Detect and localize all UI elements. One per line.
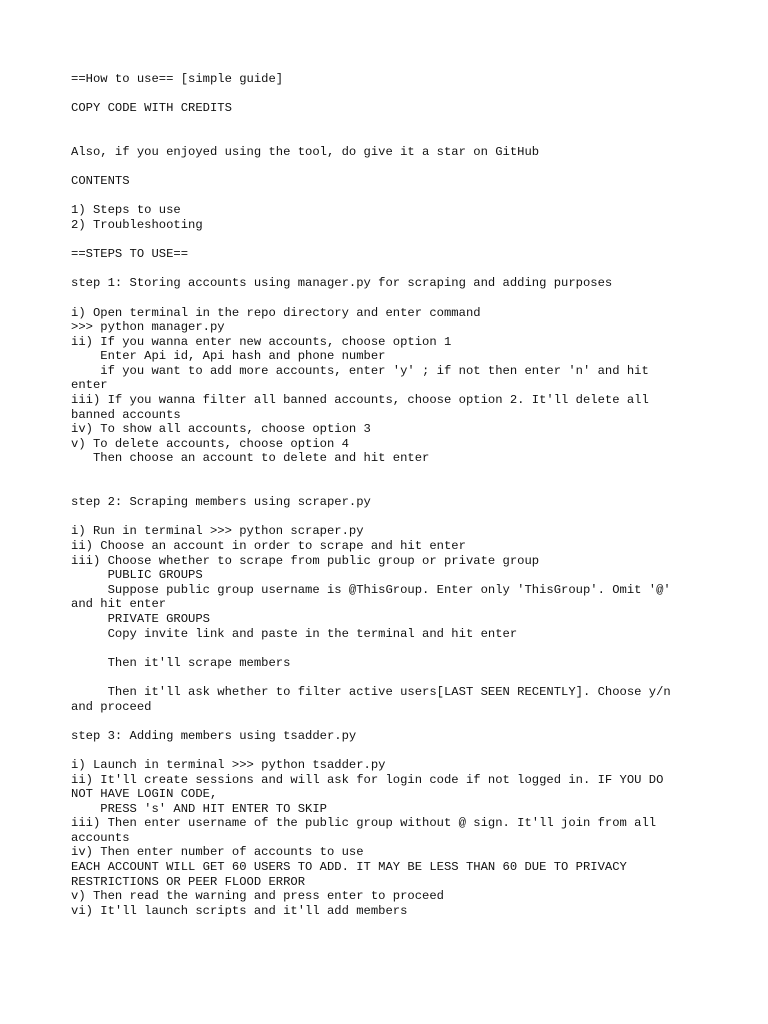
document-line — [71, 641, 701, 656]
document-line — [71, 160, 701, 175]
document-line: PRIVATE GROUPS — [71, 611, 210, 626]
document-line: Then choose an account to delete and hit enter — [71, 451, 430, 466]
document-line — [71, 189, 701, 204]
document-line: RESTRICTIONS OR PEER FLOOD ERROR — [71, 874, 306, 889]
document-line: and hit enter — [71, 597, 167, 612]
document-line: 1) Steps to use — [71, 203, 181, 218]
document-line: iii) Choose whether to scrape from public group or private group — [71, 553, 540, 568]
document-line: PRESS 's' AND HIT ENTER TO SKIP — [71, 801, 327, 816]
document-line — [71, 743, 701, 758]
document-line — [71, 510, 701, 525]
document-line: accounts — [71, 830, 130, 845]
document-line — [71, 87, 701, 102]
document-line: Then it'll ask whether to filter active users[LAST SEEN RECENTLY]. Choose y/n — [71, 684, 671, 699]
document-line — [71, 262, 701, 277]
document-line — [71, 291, 701, 306]
document-line — [71, 670, 701, 685]
document-line: step 1: Storing accounts using manager.py for scraping and adding purposes — [71, 276, 613, 291]
document-line: step 2: Scraping members using scraper.py — [71, 495, 371, 510]
document-line: ii) Choose an account in order to scrape and hit enter — [71, 539, 466, 553]
document-line: i) Launch in terminal >>> python tsadder.py — [71, 757, 386, 772]
document-line: Then it'll scrape members — [71, 655, 291, 670]
document-body — [71, 72, 701, 918]
document-line: v) To delete accounts, choose option 4 — [71, 436, 349, 451]
document-line: EACH ACCOUNT WILL GET 60 USERS TO ADD. IT MAY BE LESS THAN 60 DUE TO PRIVACY — [71, 860, 627, 875]
document-line: iii) Then enter username of the public group without @ sign. It'll join from all — [71, 816, 657, 831]
document-line: PUBLIC GROUPS — [71, 568, 203, 583]
document-line: iii) If you wanna filter all banned accounts, choose option 2. It'll delete all — [71, 393, 649, 408]
document-line: 2) Troubleshooting — [71, 217, 203, 232]
document-line: ii) It'll create sessions and will ask for login code if not logged in. IF YOU DO — [71, 772, 664, 787]
document-line: ii) If you wanna enter new accounts, choose option 1 — [71, 334, 452, 349]
document-line: >>> python manager.py — [71, 320, 225, 335]
document-line: Copy invite link and paste in the terminal and hit enter — [71, 626, 518, 641]
document-line: Enter Api id, Api hash and phone number — [71, 349, 386, 364]
document-line — [71, 233, 701, 248]
document-line — [71, 481, 701, 496]
document-line: step 3: Adding members using tsadder.py — [71, 728, 357, 743]
document-line: iv) Then enter number of accounts to use — [71, 845, 364, 860]
document-line: COPY CODE WITH CREDITS — [71, 101, 232, 116]
document-line — [71, 466, 701, 481]
document-line: if you want to add more accounts, enter 'y' ; if not then enter 'n' and hit — [71, 363, 649, 378]
document-line: Suppose public group username is @ThisGroup. Enter only 'ThisGroup'. Omit '@' — [71, 582, 671, 597]
document-line: ==STEPS TO USE== — [71, 247, 189, 262]
document-line: i) Open terminal in the repo directory and enter command — [71, 305, 481, 320]
document-line — [71, 116, 701, 131]
document-line: i) Run in terminal >>> python scraper.py — [71, 524, 364, 539]
document-line: enter — [71, 378, 108, 393]
document-line — [71, 130, 701, 145]
document-line: banned accounts — [71, 407, 181, 422]
document-line — [71, 714, 701, 729]
document-line: ==How to use== [simple guide] — [71, 72, 284, 86]
document-line: CONTENTS — [71, 174, 130, 189]
document-line: and proceed — [71, 699, 152, 714]
document-line: NOT HAVE LOGIN CODE, — [71, 787, 218, 802]
document-line: Also, if you enjoyed using the tool, do give it a star on GitHub — [71, 144, 540, 159]
document-line: vi) It'll launch scripts and it'll add members — [71, 903, 408, 918]
document-line: v) Then read the warning and press enter to proceed — [71, 889, 444, 904]
document-line: iv) To show all accounts, choose option 3 — [71, 422, 371, 437]
